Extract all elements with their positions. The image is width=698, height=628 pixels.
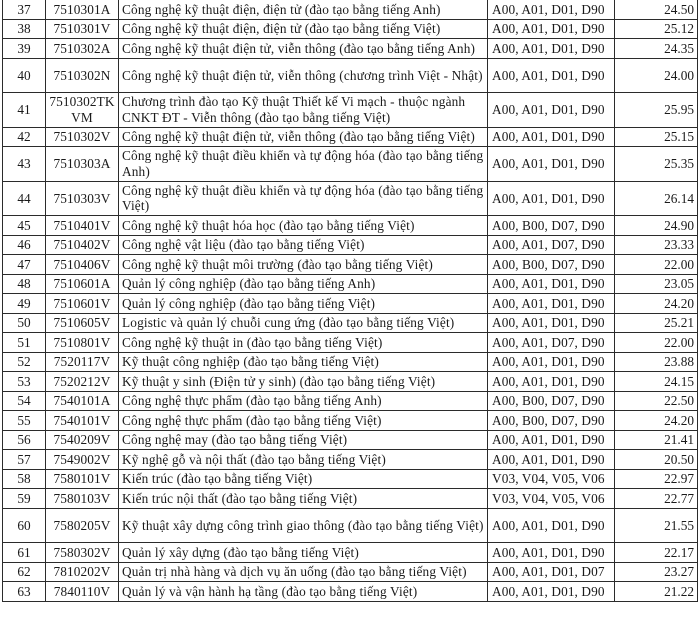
- admission-score-cell: 22.77: [615, 489, 698, 509]
- table-row: [3, 19, 698, 39]
- major-code-cell: 7510605V: [46, 313, 119, 333]
- subject-combination-cell: A00, A01, D01, D90: [488, 181, 615, 216]
- subject-combination-cell: A00, B00, D07, D90: [488, 411, 615, 431]
- row-number-cell: 41: [3, 93, 46, 128]
- table-row: [3, 508, 698, 543]
- admission-score-cell: 22.00: [615, 333, 698, 353]
- subject-combination-cell: A00, A01, D01, D90: [488, 0, 615, 19]
- admission-score-cell: 21.55: [615, 508, 698, 543]
- row-number-cell: 55: [3, 411, 46, 431]
- subject-combination-cell: A00, A01, D01, D90: [488, 313, 615, 333]
- subject-combination-cell: A00, A01, D01, D90: [488, 372, 615, 392]
- subject-combination-cell: A00, B00, D07, D90: [488, 216, 615, 236]
- subject-combination-cell: A00, A01, D07, D90: [488, 333, 615, 353]
- major-name-cell: Công nghệ vật liệu (đào tạo bằng tiếng Việt): [119, 235, 488, 255]
- admission-score-cell: 25.12: [615, 19, 698, 39]
- table-body: [3, 0, 698, 601]
- admission-score-cell: 25.95: [615, 93, 698, 128]
- major-code-cell: 7510303V: [46, 181, 119, 216]
- subject-combination-cell: A00, A01, D01, D90: [488, 39, 615, 59]
- admission-score-cell: 24.00: [615, 58, 698, 93]
- row-number-cell: 47: [3, 255, 46, 275]
- table-row: [3, 235, 698, 255]
- major-name-cell: Kiến trúc nội thất (đào tạo bằng tiếng Việt): [119, 489, 488, 509]
- table-row: [3, 562, 698, 582]
- table-row: [3, 582, 698, 602]
- table-row: [3, 127, 698, 147]
- table-row: [3, 489, 698, 509]
- major-name-cell: Chương trình đào tạo Kỹ thuật Thiết kế Vi mạch - thuộc ngành CNKT ĐT - Viễn thông (đào tạo bằng tiếng Việt): [119, 93, 488, 128]
- major-name-cell: Công nghệ kỹ thuật điều khiển và tự động hóa (đào tạo bằng tiếng Anh): [119, 147, 488, 182]
- row-number-cell: 49: [3, 294, 46, 314]
- admission-score-cell: 22.17: [615, 543, 698, 563]
- subject-combination-cell: A00, B00, D07, D90: [488, 391, 615, 411]
- major-name-cell: Quản lý và vận hành hạ tầng (đào tạo bằng tiếng Việt): [119, 582, 488, 602]
- major-name-cell: Công nghệ kỹ thuật môi trường (đào tạo bằng tiếng Việt): [119, 255, 488, 275]
- row-number-cell: 38: [3, 19, 46, 39]
- table-row: [3, 543, 698, 563]
- row-number-cell: 62: [3, 562, 46, 582]
- admission-score-table-page: [2, 0, 697, 602]
- major-name-cell: Quản lý công nghiệp (đào tạo bằng tiếng Anh): [119, 274, 488, 294]
- subject-combination-cell: A00, A01, D01, D90: [488, 508, 615, 543]
- table-row: [3, 391, 698, 411]
- admission-score-cell: 21.22: [615, 582, 698, 602]
- table-row: [3, 93, 698, 128]
- major-name-cell: Công nghệ kỹ thuật hóa học (đào tạo bằng tiếng Việt): [119, 216, 488, 236]
- table-row: [3, 411, 698, 431]
- major-code-cell: 7510302A: [46, 39, 119, 59]
- major-code-cell: 7510303A: [46, 147, 119, 182]
- row-number-cell: 53: [3, 372, 46, 392]
- admission-score-cell: 22.97: [615, 469, 698, 489]
- admission-score-cell: 22.50: [615, 391, 698, 411]
- admission-score-cell: 23.05: [615, 274, 698, 294]
- admission-score-cell: 25.15: [615, 127, 698, 147]
- major-code-cell: 7510301V: [46, 19, 119, 39]
- major-code-cell: 7549002V: [46, 450, 119, 470]
- row-number-cell: 59: [3, 489, 46, 509]
- row-number-cell: 48: [3, 274, 46, 294]
- major-code-cell: 7510801V: [46, 333, 119, 353]
- subject-combination-cell: V03, V04, V05, V06: [488, 489, 615, 509]
- major-name-cell: Kỹ thuật y sinh (Điện tử y sinh) (đào tạo bằng tiếng Việt): [119, 372, 488, 392]
- row-number-cell: 63: [3, 582, 46, 602]
- row-number-cell: 51: [3, 333, 46, 353]
- row-number-cell: 60: [3, 508, 46, 543]
- subject-combination-cell: A00, A01, D01, D90: [488, 127, 615, 147]
- row-number-cell: 57: [3, 450, 46, 470]
- major-name-cell: Kỹ nghệ gỗ và nội thất (đào tạo bằng tiếng Việt): [119, 450, 488, 470]
- major-code-cell: 7510401V: [46, 216, 119, 236]
- row-number-cell: 43: [3, 147, 46, 182]
- admission-score-cell: 24.50: [615, 0, 698, 19]
- subject-combination-cell: A00, A01, D01, D90: [488, 294, 615, 314]
- subject-combination-cell: V03, V04, V05, V06: [488, 469, 615, 489]
- table-row: [3, 450, 698, 470]
- row-number-cell: 56: [3, 430, 46, 450]
- major-code-cell: 7540101A: [46, 391, 119, 411]
- major-code-cell: 7580101V: [46, 469, 119, 489]
- major-code-cell: 7510302N: [46, 58, 119, 93]
- subject-combination-cell: A00, A01, D07, D90: [488, 235, 615, 255]
- subject-combination-cell: A00, A01, D01, D90: [488, 19, 615, 39]
- table-row: [3, 313, 698, 333]
- admission-score-cell: 25.21: [615, 313, 698, 333]
- major-name-cell: Công nghệ may (đào tạo bằng tiếng Việt): [119, 430, 488, 450]
- admission-score-cell: 23.88: [615, 352, 698, 372]
- row-number-cell: 44: [3, 181, 46, 216]
- major-code-cell: 7510601V: [46, 294, 119, 314]
- subject-combination-cell: A00, A01, D01, D90: [488, 58, 615, 93]
- major-name-cell: Công nghệ kỹ thuật in (đào tạo bằng tiếng Việt): [119, 333, 488, 353]
- row-number-cell: 39: [3, 39, 46, 59]
- subject-combination-cell: A00, A01, D01, D90: [488, 274, 615, 294]
- major-code-cell: 7840110V: [46, 582, 119, 602]
- major-name-cell: Công nghệ kỹ thuật điều khiển và tự động hóa (đào tạo bằng tiếng Việt): [119, 181, 488, 216]
- table-row: [3, 147, 698, 182]
- row-number-cell: 54: [3, 391, 46, 411]
- table-row: [3, 181, 698, 216]
- admission-score-cell: 23.33: [615, 235, 698, 255]
- row-number-cell: 37: [3, 0, 46, 19]
- row-number-cell: 61: [3, 543, 46, 563]
- major-name-cell: Công nghệ thực phẩm (đào tạo bằng tiếng Việt): [119, 411, 488, 431]
- table-row: [3, 216, 698, 236]
- admission-score-cell: 24.20: [615, 294, 698, 314]
- row-number-cell: 58: [3, 469, 46, 489]
- major-code-cell: 7510301A: [46, 0, 119, 19]
- major-name-cell: Công nghệ kỹ thuật điện, điện tử (đào tạo bằng tiếng Việt): [119, 19, 488, 39]
- subject-combination-cell: A00, A01, D01, D90: [488, 147, 615, 182]
- subject-combination-cell: A00, A01, D01, D90: [488, 93, 615, 128]
- admission-score-cell: 23.27: [615, 562, 698, 582]
- admission-score-table: [2, 0, 698, 602]
- major-code-cell: 7540209V: [46, 430, 119, 450]
- table-row: [3, 294, 698, 314]
- admission-score-cell: 24.15: [615, 372, 698, 392]
- table-row: [3, 333, 698, 353]
- subject-combination-cell: A00, A01, D01, D07: [488, 562, 615, 582]
- admission-score-cell: 26.14: [615, 181, 698, 216]
- row-number-cell: 40: [3, 58, 46, 93]
- major-code-cell: 7810202V: [46, 562, 119, 582]
- table-row: [3, 430, 698, 450]
- table-row: [3, 274, 698, 294]
- admission-score-cell: 24.35: [615, 39, 698, 59]
- major-name-cell: Logistic và quản lý chuỗi cung ứng (đào tạo bằng tiếng Việt): [119, 313, 488, 333]
- major-code-cell: 7520117V: [46, 352, 119, 372]
- major-name-cell: Kỹ thuật xây dựng công trình giao thông (đào tạo bằng tiếng Việt): [119, 508, 488, 543]
- major-name-cell: Công nghệ thực phẩm (đào tạo bằng tiếng Anh): [119, 391, 488, 411]
- subject-combination-cell: A00, A01, D01, D90: [488, 352, 615, 372]
- admission-score-cell: 24.90: [615, 216, 698, 236]
- major-name-cell: Kiến trúc (đào tạo bằng tiếng Việt): [119, 469, 488, 489]
- row-number-cell: 50: [3, 313, 46, 333]
- table-row: [3, 58, 698, 93]
- table-row: [3, 0, 698, 19]
- major-code-cell: 7580302V: [46, 543, 119, 563]
- major-name-cell: Công nghệ kỹ thuật điện tử, viễn thông (đào tạo bằng tiếng Anh): [119, 39, 488, 59]
- major-code-cell: 7510302V: [46, 127, 119, 147]
- subject-combination-cell: A00, A01, D01, D90: [488, 543, 615, 563]
- table-row: [3, 372, 698, 392]
- major-code-cell: 7580103V: [46, 489, 119, 509]
- subject-combination-cell: A00, A01, D01, D90: [488, 582, 615, 602]
- table-row: [3, 469, 698, 489]
- major-code-cell: 7520212V: [46, 372, 119, 392]
- admission-score-cell: 22.00: [615, 255, 698, 275]
- major-code-cell: 7510601A: [46, 274, 119, 294]
- major-name-cell: Công nghệ kỹ thuật điện tử, viễn thông (chương trình Việt - Nhật): [119, 58, 488, 93]
- admission-score-cell: 25.35: [615, 147, 698, 182]
- major-code-cell: 7510302TK VM: [46, 93, 119, 128]
- subject-combination-cell: A00, B00, D07, D90: [488, 255, 615, 275]
- table-row: [3, 39, 698, 59]
- major-name-cell: Quản lý xây dựng (đào tạo bằng tiếng Việt): [119, 543, 488, 563]
- major-name-cell: Công nghệ kỹ thuật điện tử, viễn thông (đào tạo bằng tiếng Việt): [119, 127, 488, 147]
- admission-score-cell: 21.41: [615, 430, 698, 450]
- major-code-cell: 7510406V: [46, 255, 119, 275]
- subject-combination-cell: A00, A01, D01, D90: [488, 430, 615, 450]
- major-code-cell: 7510402V: [46, 235, 119, 255]
- table-row: [3, 352, 698, 372]
- table-row: [3, 255, 698, 275]
- major-name-cell: Quản trị nhà hàng và dịch vụ ăn uống (đào tạo bằng tiếng Việt): [119, 562, 488, 582]
- major-name-cell: Quản lý công nghiệp (đào tạo bằng tiếng Việt): [119, 294, 488, 314]
- row-number-cell: 46: [3, 235, 46, 255]
- row-number-cell: 42: [3, 127, 46, 147]
- admission-score-cell: 24.20: [615, 411, 698, 431]
- row-number-cell: 45: [3, 216, 46, 236]
- major-code-cell: 7540101V: [46, 411, 119, 431]
- major-code-cell: 7580205V: [46, 508, 119, 543]
- subject-combination-cell: A00, A01, D01, D90: [488, 450, 615, 470]
- major-name-cell: Kỹ thuật công nghiệp (đào tạo bằng tiếng Việt): [119, 352, 488, 372]
- major-name-cell: Công nghệ kỹ thuật điện, điện tử (đào tạo bằng tiếng Anh): [119, 0, 488, 19]
- admission-score-cell: 20.50: [615, 450, 698, 470]
- row-number-cell: 52: [3, 352, 46, 372]
